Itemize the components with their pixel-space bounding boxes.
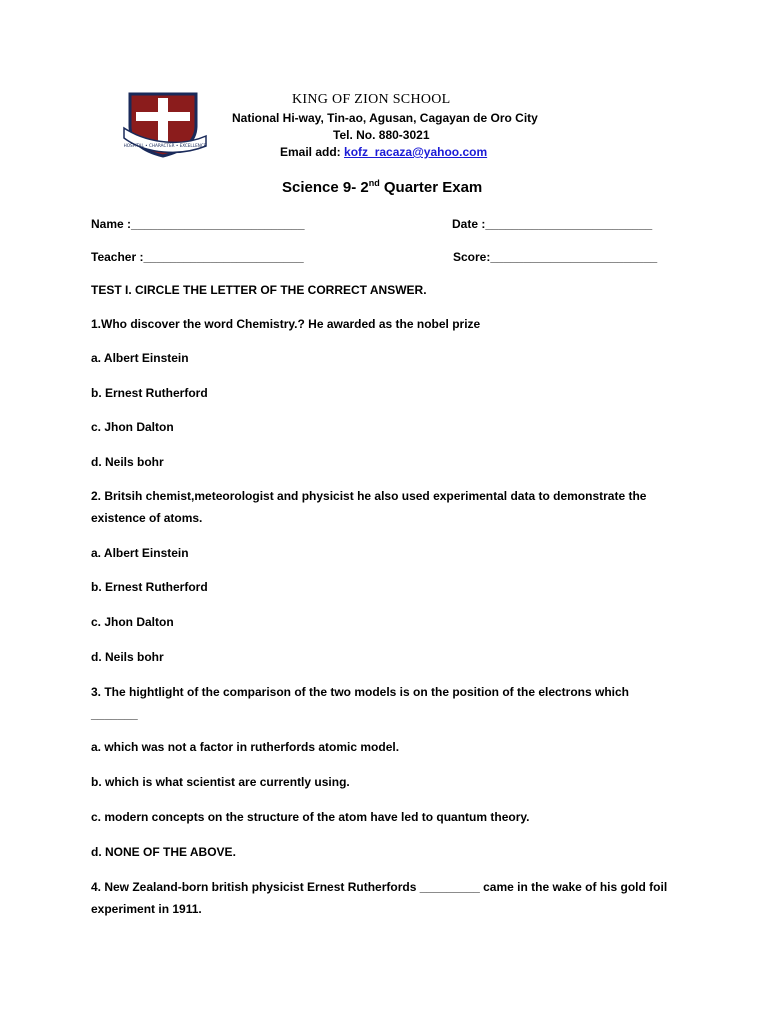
- email-link[interactable]: kofz_racaza@yahoo.com: [344, 145, 488, 159]
- q1-choice-a: a. Albert Einstein: [91, 351, 189, 365]
- question-2: 2. Britsih chemist,meteorologist and physicist he also used experimental data to demonstrate the existence of atoms.: [91, 489, 647, 525]
- question-3: 3. The hightlight of the comparison of the two models is on the position of the electrons which _______: [91, 685, 630, 721]
- school-telephone: Tel. No. 880-3021: [333, 128, 430, 142]
- logo-motto: HOSPITAL • CHARACTER • EXCELLENCE: [123, 143, 207, 148]
- school-logo-icon: [122, 90, 208, 160]
- test-instruction: TEST I. CIRCLE THE LETTER OF THE CORRECT ANSWER.: [91, 283, 427, 297]
- email-label: Email add:: [280, 145, 341, 159]
- date-field: Date :_________________________: [452, 217, 653, 231]
- q2-choice-d: d. Neils bohr: [91, 650, 164, 664]
- q2-choice-a: a. Albert Einstein: [91, 546, 189, 560]
- school-name: KING OF ZION SCHOOL: [292, 92, 451, 107]
- question-4: 4. New Zealand-born british physicist Ernest Rutherfords _________ came in the wake of his gold foil experiment in 1911.: [91, 880, 668, 916]
- q1-choice-d: d. Neils bohr: [91, 455, 164, 469]
- q2-choice-c: c. Jhon Dalton: [91, 615, 174, 629]
- exam-title-sup: nd: [368, 178, 380, 188]
- q3-choice-d: d. NONE OF THE ABOVE.: [91, 845, 236, 859]
- q3-choice-a: a. which was not a factor in rutherfords atomic model.: [91, 740, 400, 754]
- exam-title-rest: Quarter Exam: [379, 179, 483, 196]
- score-field: Score:_________________________: [453, 250, 658, 264]
- q1-choice-c: c. Jhon Dalton: [91, 420, 174, 434]
- exam-title-main: Science 9- 2: [282, 179, 369, 196]
- q1-choice-b: b. Ernest Rutherford: [91, 386, 208, 400]
- question-1: 1.Who discover the word Chemistry.? He awarded as the nobel prize: [91, 317, 481, 331]
- school-email: [280, 145, 487, 159]
- teacher-field: Teacher :________________________: [91, 250, 304, 264]
- exam-title: [282, 179, 482, 196]
- school-address: National Hi-way, Tin-ao, Agusan, Cagayan de Oro City: [232, 111, 538, 125]
- q3-choice-b: b. which is what scientist are currently using.: [91, 775, 350, 789]
- name-field: Name :__________________________: [91, 217, 305, 231]
- q3-choice-c: c. modern concepts on the structure of the atom have led to quantum theory.: [91, 810, 530, 824]
- q2-choice-b: b. Ernest Rutherford: [91, 580, 208, 594]
